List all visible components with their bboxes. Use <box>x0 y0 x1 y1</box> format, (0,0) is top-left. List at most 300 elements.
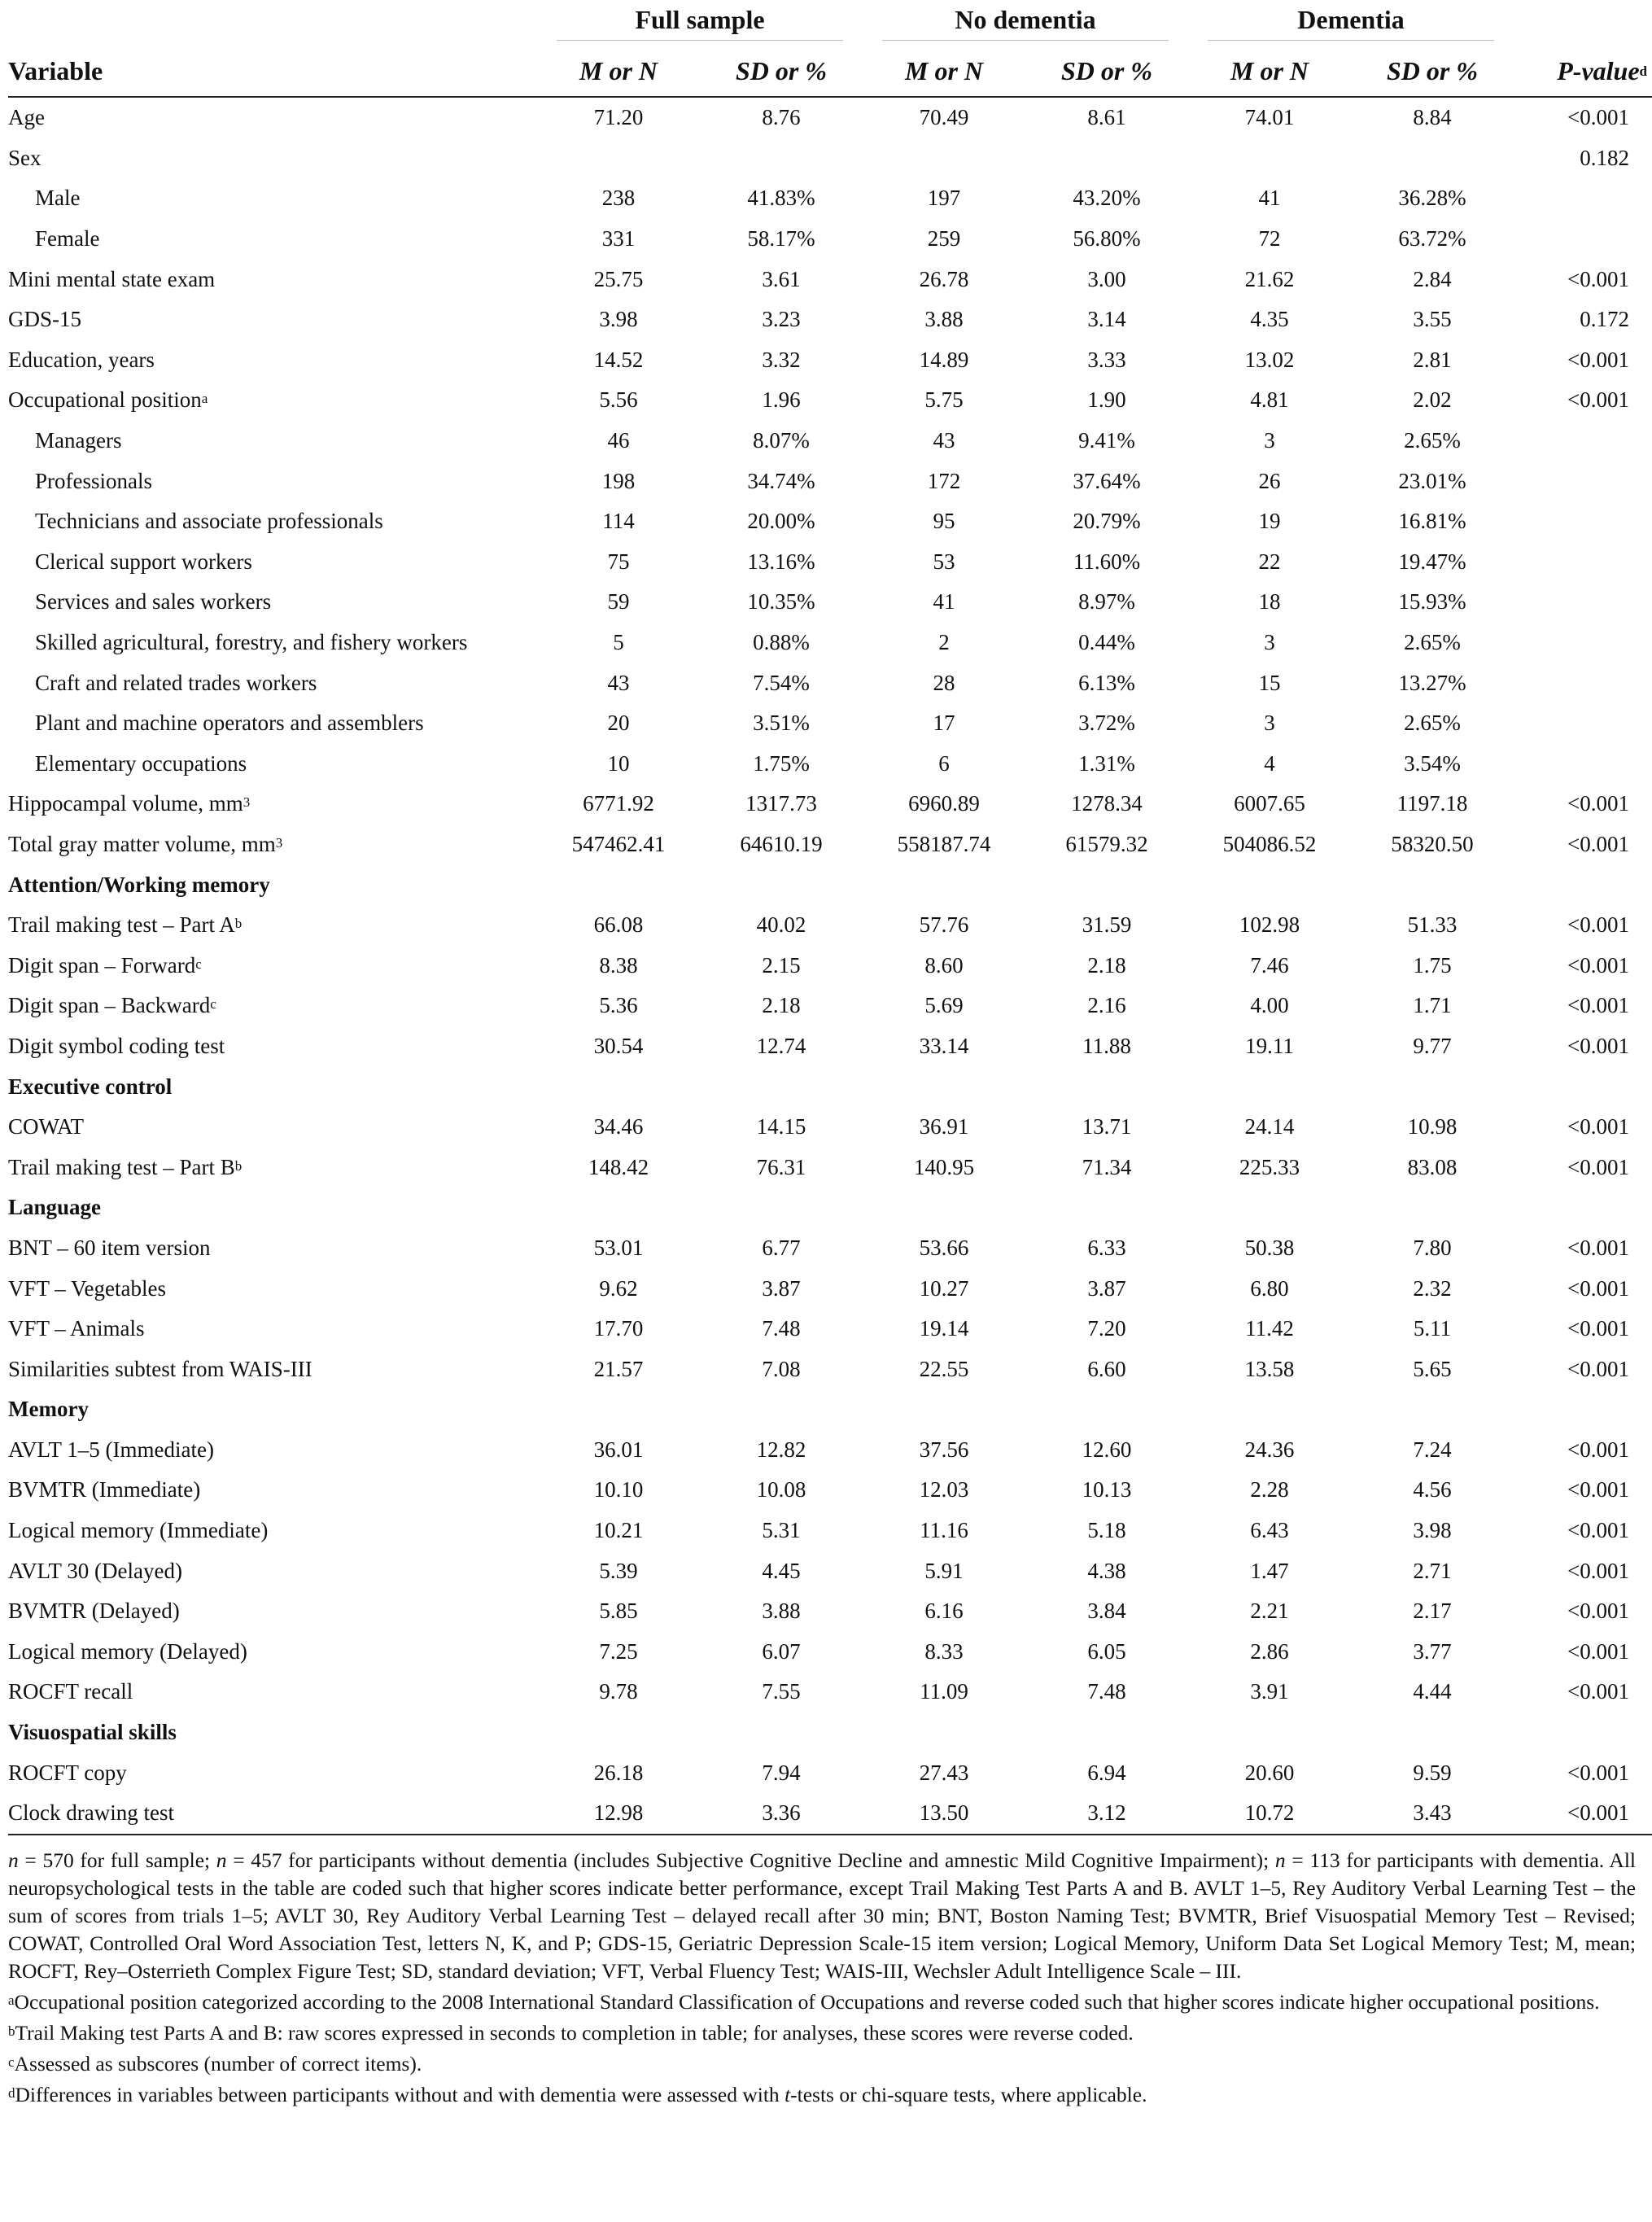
cell-full-m-or-n <box>537 1712 700 1753</box>
cell-full-m-or-n: 238 <box>601 186 636 211</box>
cell-dementia-m-or-n: 225.33 <box>1239 1154 1300 1179</box>
col-variable: Variable <box>8 46 537 97</box>
cell-full-sd-or-pct <box>700 138 863 179</box>
row-label: Services and sales workers <box>35 589 272 615</box>
table-row <box>8 1672 1652 1712</box>
table-row <box>8 784 1652 825</box>
cell-p-value <box>1514 542 1652 583</box>
cell-p-value: <0.001 <box>1567 1033 1630 1058</box>
cell-p-value <box>1514 703 1652 744</box>
cell-dementia-sd-or-pct: 9.59 <box>1413 1760 1452 1785</box>
table-row <box>8 461 1652 501</box>
cell-p-value <box>1514 219 1652 260</box>
cell-no-dementia-m-or-n: 11.09 <box>920 1679 968 1704</box>
cell-full-sd-or-pct: 2.18 <box>762 993 801 1018</box>
cell-no-dementia-m-or-n <box>863 1066 1025 1107</box>
cell-no-dementia-m-or-n: 558187.74 <box>897 831 991 856</box>
cell-full-sd-or-pct: 6.07 <box>762 1638 801 1664</box>
footnote-d: $^d$Differences in variables between participants without and with dementia were assessed with t-tests or chi-square tests, where applicable. <box>8 2082 1147 2106</box>
cell-no-dementia-sd-or-pct: 3.33 <box>1087 347 1126 372</box>
cell-full-m-or-n: 59 <box>607 589 630 615</box>
cell-no-dementia-m-or-n: 140.95 <box>913 1154 975 1179</box>
cell-dementia-sd-or-pct <box>1351 1188 1514 1228</box>
cell-p-value <box>1514 663 1652 703</box>
document <box>8 0 1652 2109</box>
cell-full-sd-or-pct: 14.15 <box>756 1114 806 1139</box>
cell-full-sd-or-pct: 7.48 <box>762 1316 801 1341</box>
cell-dementia-m-or-n: 22 <box>1258 549 1281 574</box>
cell-dementia-sd-or-pct: 7.80 <box>1413 1235 1452 1260</box>
cell-no-dementia-sd-or-pct: 2.16 <box>1087 993 1126 1018</box>
cell-full-sd-or-pct: 8.76 <box>762 105 801 130</box>
cell-dementia-m-or-n: 24.14 <box>1244 1114 1295 1139</box>
table-row <box>8 1793 1652 1835</box>
cell-dementia-sd-or-pct: 36.28% <box>1398 186 1466 211</box>
table-row <box>8 1511 1652 1551</box>
table-row <box>8 744 1652 785</box>
table-row <box>8 945 1652 986</box>
cell-full-sd-or-pct: 34.74% <box>747 468 815 493</box>
cell-full-sd-or-pct <box>700 1389 863 1430</box>
table-row <box>8 97 1652 138</box>
col-sd-or-pct: SD or % <box>700 46 863 97</box>
cell-full-m-or-n: 12.98 <box>537 1793 700 1835</box>
cell-no-dementia-sd-or-pct: 1.31% <box>1078 750 1135 776</box>
cell-full-m-or-n: 14.52 <box>593 347 644 372</box>
cell-dementia-sd-or-pct: 1.71 <box>1413 993 1452 1018</box>
cell-full-sd-or-pct: 8.07% <box>753 428 810 453</box>
cell-no-dementia-m-or-n: 6.16 <box>924 1599 964 1624</box>
cell-full-sd-or-pct: 5.31 <box>762 1518 801 1543</box>
footnote-a: $^a$Occupational position categorized according to the 2008 International Standard Classification of Occupations and reverse coded such that higher scores indicate higher occupational positions. <box>8 1989 1600 2014</box>
cell-dementia-m-or-n: 102.98 <box>1239 912 1300 938</box>
table-row <box>8 1107 1652 1148</box>
cell-dementia-m-or-n: 19 <box>1258 509 1281 534</box>
cell-no-dementia-m-or-n: 13.50 <box>863 1793 1025 1835</box>
cell-no-dementia-sd-or-pct: 4.38 <box>1087 1558 1126 1583</box>
cell-full-m-or-n: 46 <box>607 428 630 453</box>
cell-p-value <box>1514 744 1652 785</box>
cell-p-value <box>1514 1066 1652 1107</box>
cell-dementia-sd-or-pct <box>1351 138 1514 179</box>
column-header-row <box>8 46 1652 97</box>
cell-full-m-or-n: 331 <box>601 226 636 252</box>
cell-full-sd-or-pct: 58.17% <box>747 226 815 252</box>
table-body <box>8 97 1652 1835</box>
cell-full-sd-or-pct: 13.16% <box>747 549 815 574</box>
cell-no-dementia-sd-or-pct: 3.14 <box>1087 307 1126 332</box>
group-header-row <box>8 0 1652 46</box>
row-label: GDS-15 <box>8 307 82 332</box>
cell-dementia-sd-or-pct: 3.54% <box>1404 750 1461 776</box>
cell-full-sd-or-pct: 7.54% <box>753 670 810 695</box>
section-header-row <box>8 1712 1652 1753</box>
cell-no-dementia-m-or-n <box>863 1712 1025 1753</box>
cell-no-dementia-sd-or-pct: 3.72% <box>1078 711 1135 736</box>
cell-full-sd-or-pct: 1.96 <box>762 387 801 413</box>
cell-dementia-sd-or-pct <box>1351 1389 1514 1430</box>
cell-no-dementia-m-or-n: 8.33 <box>924 1638 964 1664</box>
cell-dementia-m-or-n: 3 <box>1264 428 1275 453</box>
cell-dementia-sd-or-pct: 4.56 <box>1413 1477 1452 1502</box>
cell-no-dementia-sd-or-pct: 12.60 <box>1082 1437 1132 1462</box>
cell-dementia-m-or-n: 18 <box>1258 589 1281 615</box>
row-label: BVMTR (Delayed) <box>8 1599 180 1624</box>
cell-p-value: <0.001 <box>1567 347 1630 372</box>
cell-full-m-or-n: 7.25 <box>599 1638 638 1664</box>
cell-no-dementia-sd-or-pct: 6.94 <box>1087 1760 1126 1785</box>
cell-full-sd-or-pct: 3.88 <box>762 1599 801 1624</box>
cell-p-value <box>1514 501 1652 542</box>
cell-full-m-or-n: 20 <box>607 711 630 736</box>
cell-no-dementia-m-or-n: 12.03 <box>919 1477 969 1502</box>
cell-full-m-or-n: 10 <box>607 750 630 776</box>
table-row <box>8 582 1652 623</box>
cell-no-dementia-sd-or-pct: 43.20% <box>1073 186 1141 211</box>
row-label: Skilled agricultural, forestry, and fishery workers <box>35 630 468 655</box>
cell-p-value: <0.001 <box>1567 912 1630 938</box>
cell-dementia-sd-or-pct: 9.77 <box>1413 1033 1452 1058</box>
cell-full-sd-or-pct <box>700 864 863 905</box>
table-row <box>8 703 1652 744</box>
table-row <box>8 986 1652 1026</box>
cell-p-value: <0.001 <box>1567 831 1630 856</box>
cell-dementia-m-or-n: 50.38 <box>1244 1235 1295 1260</box>
col-m-or-n: M or N <box>1188 46 1351 97</box>
cell-full-sd-or-pct: 76.31 <box>756 1154 806 1179</box>
cell-no-dementia-m-or-n: 27.43 <box>919 1760 969 1785</box>
cell-full-sd-or-pct: 3.87 <box>762 1275 801 1301</box>
row-label: ROCFT copy <box>8 1760 127 1785</box>
cell-p-value: <0.001 <box>1567 1275 1630 1301</box>
cell-dementia-sd-or-pct: 3.98 <box>1413 1518 1452 1543</box>
group-full-sample: Full sample <box>537 0 863 46</box>
cell-no-dementia-sd-or-pct: 7.48 <box>1087 1679 1126 1704</box>
table-row <box>8 138 1652 179</box>
cell-dementia-m-or-n: 41 <box>1258 186 1281 211</box>
cell-dementia-sd-or-pct: 5.65 <box>1413 1356 1452 1381</box>
cell-dementia-sd-or-pct: 7.24 <box>1413 1437 1452 1462</box>
cell-dementia-sd-or-pct: 3.77 <box>1413 1638 1452 1664</box>
row-label: Sex <box>8 145 42 170</box>
cell-no-dementia-sd-or-pct: 1278.34 <box>1071 791 1143 816</box>
cell-full-sd-or-pct: 7.94 <box>762 1760 801 1785</box>
cell-dementia-m-or-n: 13.02 <box>1244 347 1295 372</box>
cell-dementia-m-or-n: 20.60 <box>1244 1760 1295 1785</box>
cell-no-dementia-m-or-n: 259 <box>927 226 961 252</box>
cell-dementia-m-or-n: 7.46 <box>1250 952 1289 978</box>
row-label: Elementary occupations <box>35 750 247 776</box>
cell-full-sd-or-pct: 4.45 <box>762 1558 801 1583</box>
cell-dementia-m-or-n: 24.36 <box>1244 1437 1295 1462</box>
cell-full-m-or-n <box>537 1066 700 1107</box>
section-header-row <box>8 1066 1652 1107</box>
cell-full-m-or-n: 5 <box>613 630 624 655</box>
cell-full-m-or-n: 9.62 <box>599 1275 638 1301</box>
cell-no-dementia-m-or-n <box>863 1389 1025 1430</box>
cell-dementia-m-or-n <box>1188 138 1351 179</box>
cell-no-dementia-m-or-n: 11.16 <box>920 1518 968 1543</box>
row-label: Clerical support workers <box>35 549 252 574</box>
section-header-row <box>8 1389 1652 1430</box>
section-label: Executive control <box>8 1074 173 1099</box>
table-row <box>8 1632 1652 1673</box>
cell-full-m-or-n: 8.38 <box>599 952 638 978</box>
cell-no-dementia-m-or-n: 6 <box>938 750 950 776</box>
cell-dementia-m-or-n: 13.58 <box>1244 1356 1295 1381</box>
cell-full-sd-or-pct: 3.51% <box>753 711 810 736</box>
table-row <box>8 421 1652 461</box>
row-label: Male <box>35 186 81 211</box>
cell-full-sd-or-pct: 3.32 <box>762 347 801 372</box>
cell-dementia-sd-or-pct: 23.01% <box>1398 468 1466 493</box>
row-label: VFT – Vegetables <box>8 1275 166 1301</box>
cell-no-dementia-sd-or-pct <box>1025 864 1188 905</box>
cell-no-dementia-sd-or-pct: 71.34 <box>1082 1154 1132 1179</box>
cell-full-m-or-n: 114 <box>602 509 635 534</box>
row-label: Logical memory (Delayed) <box>8 1638 247 1664</box>
cell-full-m-or-n: 148.42 <box>588 1154 649 1179</box>
cell-dementia-sd-or-pct: 16.81% <box>1398 509 1466 534</box>
cell-p-value: <0.001 <box>1567 1679 1630 1704</box>
cell-dementia-m-or-n: 2.21 <box>1250 1599 1289 1624</box>
cell-full-sd-or-pct: 64610.19 <box>740 831 823 856</box>
cell-no-dementia-sd-or-pct: 8.97% <box>1078 589 1135 615</box>
cell-no-dementia-m-or-n: 26.78 <box>919 266 969 291</box>
cell-no-dementia-m-or-n: 36.91 <box>919 1114 969 1139</box>
row-label: Trail making test – Part $B^b$ <box>8 1154 243 1179</box>
cell-full-sd-or-pct: 12.74 <box>756 1033 806 1058</box>
table-row <box>8 380 1652 421</box>
cell-full-sd-or-pct <box>700 1188 863 1228</box>
cell-dementia-m-or-n: 15 <box>1258 670 1281 695</box>
col-sd-or-pct: SD or % <box>1351 46 1514 97</box>
table-row <box>8 905 1652 946</box>
table-row <box>8 1752 1652 1793</box>
section-label: Visuospatial skills <box>8 1720 177 1745</box>
cell-no-dementia-m-or-n: 53.66 <box>919 1235 969 1260</box>
cell-no-dementia-sd-or-pct: 3.87 <box>1087 1275 1126 1301</box>
cell-full-m-or-n: 30.54 <box>593 1033 644 1058</box>
table-row <box>8 1147 1652 1188</box>
col-sd-or-pct: SD or % <box>1025 46 1188 97</box>
row-label: Clock drawing test <box>8 1793 537 1835</box>
table-row <box>8 1026 1652 1067</box>
cell-full-m-or-n: 21.57 <box>593 1356 644 1381</box>
cell-no-dementia-sd-or-pct: 6.33 <box>1087 1235 1126 1260</box>
cell-dementia-m-or-n: 4.35 <box>1250 307 1289 332</box>
cell-full-sd-or-pct: 40.02 <box>756 912 806 938</box>
cell-full-m-or-n: 17.70 <box>593 1316 644 1341</box>
row-label: VFT – Animals <box>8 1316 145 1341</box>
cell-full-m-or-n: 5.39 <box>599 1558 638 1583</box>
row-label: Logical memory (Immediate) <box>8 1518 269 1543</box>
cell-no-dementia-sd-or-pct: 6.13% <box>1078 670 1135 695</box>
cell-dementia-sd-or-pct: 63.72% <box>1398 226 1466 252</box>
cell-no-dementia-sd-or-pct: 20.79% <box>1073 509 1141 534</box>
row-label: Female <box>35 226 100 252</box>
cell-full-sd-or-pct: 12.82 <box>756 1437 806 1462</box>
cell-no-dementia-m-or-n: 5.75 <box>924 387 964 413</box>
cell-dementia-m-or-n: 504086.52 <box>1222 831 1317 856</box>
cell-no-dementia-sd-or-pct <box>1025 1188 1188 1228</box>
cell-dementia-sd-or-pct: 5.11 <box>1413 1316 1452 1341</box>
cell-p-value: <0.001 <box>1567 1235 1630 1260</box>
cell-full-sd-or-pct: 3.23 <box>762 307 801 332</box>
col-m-or-n: M or N <box>537 46 700 97</box>
cell-no-dementia-sd-or-pct: 6.05 <box>1087 1638 1126 1664</box>
cell-full-m-or-n: 25.75 <box>593 266 644 291</box>
row-label: Digit symbol coding test <box>8 1033 225 1058</box>
cell-full-m-or-n: 9.78 <box>599 1679 638 1704</box>
section-label: Language <box>8 1195 102 1220</box>
cell-no-dementia-m-or-n: 41 <box>933 589 955 615</box>
cell-full-m-or-n: 198 <box>601 468 636 493</box>
table-row <box>8 542 1652 583</box>
cell-full-m-or-n <box>537 1188 700 1228</box>
cell-full-m-or-n: 3.98 <box>599 307 638 332</box>
cell-no-dementia-sd-or-pct <box>1025 1066 1188 1107</box>
cell-dementia-sd-or-pct: 8.84 <box>1413 105 1452 130</box>
cell-no-dementia-sd-or-pct <box>1025 1712 1188 1753</box>
cell-no-dementia-sd-or-pct: 9.41% <box>1078 428 1135 453</box>
row-label: Trail making test – Part $A^b$ <box>8 912 243 938</box>
row-label: Similarities subtest from WAIS-III <box>8 1356 312 1381</box>
cell-p-value: <0.001 <box>1567 791 1630 816</box>
cell-full-sd-or-pct: 0.88% <box>753 630 810 655</box>
cell-no-dementia-sd-or-pct: 61579.32 <box>1065 831 1148 856</box>
row-label: Total gray matter volume, $mm^3$ <box>8 831 283 856</box>
cell-full-m-or-n: 10.21 <box>593 1518 644 1543</box>
cell-no-dementia-m-or-n: 5.69 <box>924 993 964 1018</box>
cell-dementia-m-or-n: 3 <box>1264 711 1275 736</box>
cell-dementia-sd-or-pct: 51.33 <box>1407 912 1458 938</box>
table-row <box>8 1470 1652 1511</box>
cell-dementia-sd-or-pct: 2.65% <box>1404 428 1461 453</box>
cell-p-value <box>1514 461 1652 501</box>
cell-dementia-m-or-n: 1.47 <box>1250 1558 1289 1583</box>
cell-dementia-sd-or-pct: 3.43 <box>1351 1793 1514 1835</box>
cell-p-value: <0.001 <box>1567 1599 1630 1624</box>
cell-no-dementia-sd-or-pct: 3.84 <box>1087 1599 1126 1624</box>
cell-no-dementia-sd-or-pct: 7.20 <box>1087 1316 1126 1341</box>
row-label: Digit span – Forward$^c$ <box>8 952 202 978</box>
cell-dementia-m-or-n: 72 <box>1258 226 1281 252</box>
cell-dementia-m-or-n: 21.62 <box>1244 266 1295 291</box>
cell-dementia-m-or-n: 2.86 <box>1250 1638 1289 1664</box>
cell-full-sd-or-pct: 6.77 <box>762 1235 801 1260</box>
cell-dementia-sd-or-pct: 15.93% <box>1398 589 1466 615</box>
cell-full-m-or-n: 10.10 <box>593 1477 644 1502</box>
cell-no-dementia-m-or-n: 10.27 <box>919 1275 969 1301</box>
cell-dementia-m-or-n <box>1188 864 1351 905</box>
row-label: Technicians and associate professionals <box>35 509 383 534</box>
cell-dementia-sd-or-pct: 2.65% <box>1404 711 1461 736</box>
row-label: Plant and machine operators and assemblers <box>35 711 424 736</box>
footnote-c: $^c$Assessed as subscores (number of correct items). <box>8 2051 422 2075</box>
cell-full-m-or-n <box>537 864 700 905</box>
cell-no-dementia-m-or-n: 33.14 <box>919 1033 969 1058</box>
cell-full-sd-or-pct: 3.36 <box>700 1793 863 1835</box>
cell-p-value: <0.001 <box>1567 1356 1630 1381</box>
cell-no-dementia-m-or-n: 14.89 <box>919 347 969 372</box>
cell-p-value <box>1514 1188 1652 1228</box>
cell-no-dementia-m-or-n: 172 <box>927 468 961 493</box>
cell-dementia-m-or-n <box>1188 1188 1351 1228</box>
cell-full-m-or-n <box>537 1389 700 1430</box>
table-row <box>8 300 1652 340</box>
cell-dementia-sd-or-pct: 19.47% <box>1398 549 1466 574</box>
cell-p-value: <0.001 <box>1567 1518 1630 1543</box>
row-label: Hippocampal volume, $mm^3$ <box>8 791 251 816</box>
cell-full-m-or-n: 5.85 <box>599 1599 638 1624</box>
cell-dementia-m-or-n: 4.00 <box>1250 993 1289 1018</box>
cell-dementia-sd-or-pct: 2.02 <box>1413 387 1452 413</box>
cell-p-value <box>1514 623 1652 663</box>
group-no-dementia: No dementia <box>863 0 1188 46</box>
cell-p-value <box>1514 1712 1652 1753</box>
cell-dementia-sd-or-pct: 10.98 <box>1407 1114 1458 1139</box>
cell-dementia-sd-or-pct: 83.08 <box>1407 1154 1458 1179</box>
cell-no-dementia-m-or-n: 53 <box>933 549 955 574</box>
table-row <box>8 1309 1652 1349</box>
table-row <box>8 623 1652 663</box>
cell-full-m-or-n <box>537 138 700 179</box>
cell-full-sd-or-pct: 20.00% <box>747 509 815 534</box>
cell-no-dementia-sd-or-pct: 0.44% <box>1078 630 1135 655</box>
cell-p-value: <0.001 <box>1567 266 1630 291</box>
cell-dementia-sd-or-pct: 4.44 <box>1413 1679 1452 1704</box>
cell-no-dementia-m-or-n: 19.14 <box>919 1316 969 1341</box>
cell-full-sd-or-pct <box>700 1712 863 1753</box>
cell-no-dementia-m-or-n: 2 <box>938 630 950 655</box>
cell-full-sd-or-pct: 10.35% <box>747 589 815 615</box>
section-label: Memory <box>8 1397 89 1422</box>
cell-p-value: <0.001 <box>1567 952 1630 978</box>
cell-dementia-sd-or-pct: 13.27% <box>1398 670 1466 695</box>
cell-dementia-sd-or-pct: 2.32 <box>1413 1275 1452 1301</box>
cell-full-m-or-n: 53.01 <box>593 1235 644 1260</box>
cell-full-sd-or-pct: 7.55 <box>762 1679 801 1704</box>
cell-no-dementia-m-or-n: 8.60 <box>924 952 964 978</box>
cell-no-dementia-m-or-n: 6960.89 <box>908 791 980 816</box>
cell-full-m-or-n: 547462.41 <box>571 831 666 856</box>
section-header-row <box>8 1188 1652 1228</box>
cell-p-value <box>1514 582 1652 623</box>
table-row <box>8 1551 1652 1591</box>
cell-full-m-or-n: 5.56 <box>599 387 638 413</box>
cell-dementia-m-or-n: 4.81 <box>1250 387 1289 413</box>
group-dementia: Dementia <box>1188 0 1514 46</box>
cell-full-m-or-n: 66.08 <box>593 912 644 938</box>
cell-no-dementia-m-or-n: 197 <box>927 186 961 211</box>
table-row <box>8 1228 1652 1269</box>
cell-dementia-m-or-n: 4 <box>1264 750 1275 776</box>
cell-dementia-m-or-n: 11.42 <box>1245 1316 1294 1341</box>
cell-no-dementia-sd-or-pct: 13.71 <box>1082 1114 1132 1139</box>
cell-no-dementia-m-or-n: 3.88 <box>924 307 964 332</box>
table-row <box>8 340 1652 381</box>
table-row <box>8 663 1652 703</box>
cell-dementia-sd-or-pct <box>1351 864 1514 905</box>
table-row <box>8 1349 1652 1389</box>
cell-dementia-m-or-n: 3 <box>1264 630 1275 655</box>
cell-full-sd-or-pct <box>700 1066 863 1107</box>
table-row <box>8 825 1652 865</box>
cell-dementia-m-or-n: 6007.65 <box>1234 791 1305 816</box>
cell-dementia-sd-or-pct: 1.75 <box>1413 952 1452 978</box>
cell-dementia-m-or-n: 26 <box>1258 468 1281 493</box>
